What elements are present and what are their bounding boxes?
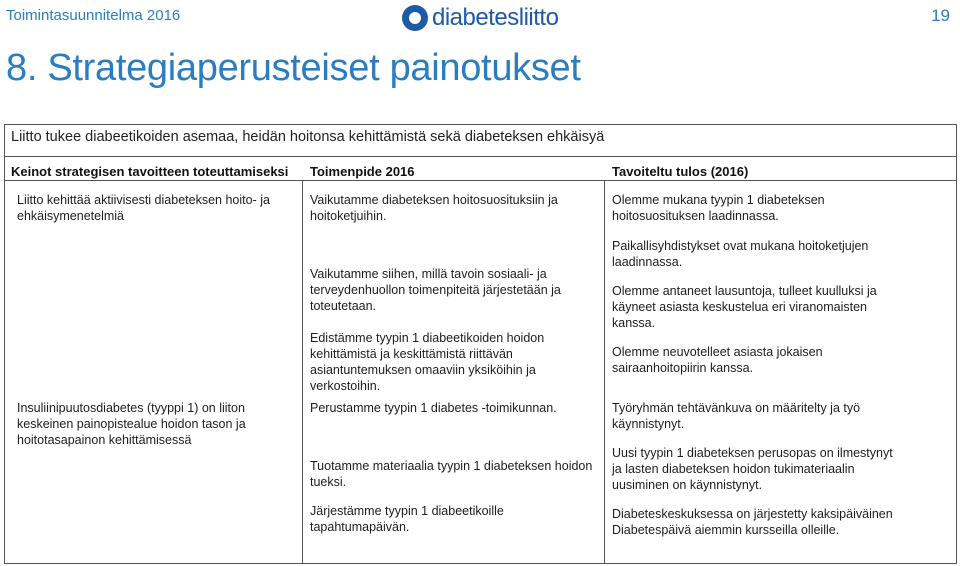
action-cell: Vaikutamme diabeteksen hoitosuosituksiin ja hoitoketjuihin. (310, 193, 558, 223)
result-cell: Olemme mukana tyypin 1 diabeteksen hoitosuosituksen laadinnassa. (612, 193, 825, 223)
column-header-goals: Keinot strategisen tavoitteen toteuttamiseksi (11, 164, 289, 179)
column-divider (604, 180, 605, 563)
goal-cell: Liitto kehittää aktiivisesti diabeteksen hoito- ja ehkäisymenetelmiä (17, 193, 270, 223)
column-header-actions: Toimenpide 2016 (310, 164, 415, 179)
table-intro: Liitto tukee diabeetikoiden asemaa, heidän hoitonsa kehittämistä sekä diabeteksen ehkäisyä (11, 129, 605, 145)
action-cell: Tuotamme materiaalia tyypin 1 diabeteksen hoidon tueksi. (310, 459, 593, 489)
page-number: 19 (931, 6, 950, 25)
goal-cell: Insuliinipuutosdiabetes (tyyppi 1) on liiton keskeinen painopistealue hoidon tason ja hoitotasapainon kehittämisessä (17, 401, 246, 447)
document-title: Toimintasuunnitelma 2016 (6, 7, 181, 24)
result-cell: Paikallisyhdistykset ovat mukana hoitoketjujen laadinnassa. (612, 239, 869, 269)
divider (5, 180, 956, 181)
divider (5, 156, 956, 157)
result-cell: Diabeteskeskuksessa on järjestetty kaksipäiväinen Diabetespäivä aiemmin kursseilla olleille. (612, 507, 893, 537)
result-cell: Olemme neuvotelleet asiasta jokaisen sairaanhoitopiirin kanssa. (612, 345, 823, 375)
action-cell: Perustamme tyypin 1 diabetes -toimikunnan. (310, 401, 557, 415)
action-cell: Edistämme tyypin 1 diabeetikoiden hoidon kehittämistä ja keskittämistä riittävän asiantuntemuksen omaaviin yksiköihin ja verkostoihin. (310, 331, 545, 393)
diabetesliitto-logo (402, 3, 558, 33)
result-cell: Olemme antaneet lausuntoja, tulleet kuulluksi ja käyneet asiasta keskustelua eri viranomaisten kanssa. (612, 284, 877, 330)
action-cell: Järjestämme tyypin 1 diabeetikoille tapahtumapäivän. (310, 504, 504, 534)
column-header-results: Tavoiteltu tulos (2016) (612, 164, 749, 179)
column-divider (302, 180, 303, 563)
action-cell: Vaikutamme siihen, millä tavoin sosiaali- ja terveydenhuollon toimenpiteitä järjestetään ja toteutetaan. (310, 267, 561, 313)
result-cell: Työryhmän tehtävänkuva on määritelty ja työ käynnistynyt. (612, 401, 861, 431)
result-cell: Uusi tyypin 1 diabeteksen perusopas on ilmestynyt ja lasten diabeteksen hoidon tukimateriaalin uusiminen on käynnistynyt. (612, 446, 893, 492)
strategy-table (4, 124, 957, 564)
logo-text: diabetesliitto (432, 4, 559, 31)
page-title: 8. Strategiaperusteiset painotukset (6, 47, 581, 89)
logo-icon (402, 5, 428, 31)
